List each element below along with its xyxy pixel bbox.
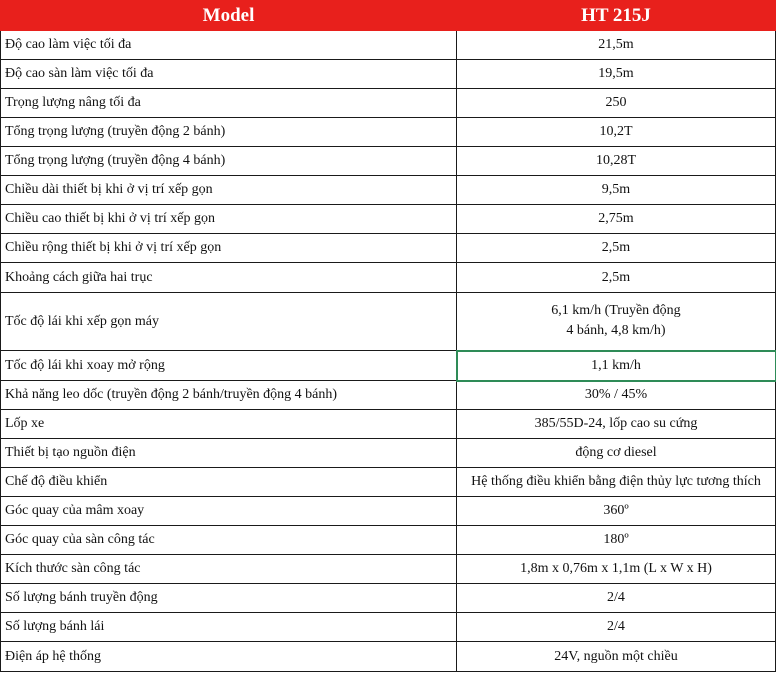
row-label: Tổng trọng lượng (truyền động 2 bánh) (1, 118, 457, 147)
row-value[interactable]: 21,5m (457, 31, 776, 60)
row-value[interactable]: 9,5m (457, 176, 776, 205)
row-label: Chiều rộng thiết bị khi ở vị trí xếp gọn (1, 234, 457, 263)
row-label: Số lượng bánh truyền động (1, 584, 457, 613)
row-label: Trọng lượng nâng tối đa (1, 89, 457, 118)
row-value[interactable]: 180º (457, 526, 776, 555)
table-row (1, 118, 776, 147)
row-label: Kích thước sàn công tác (1, 555, 457, 584)
table-row (1, 89, 776, 118)
table-row (1, 31, 776, 60)
row-value[interactable]: 2,5m (457, 263, 776, 293)
row-value[interactable]: 385/55D-24, lốp cao su cứng (457, 410, 776, 439)
table-row (1, 613, 776, 642)
row-value[interactable]: 19,5m (457, 60, 776, 89)
table-row (1, 526, 776, 555)
row-value[interactable]: 2,5m (457, 234, 776, 263)
table-row (1, 497, 776, 526)
selected-cell[interactable]: 1,1 km/h (457, 351, 776, 381)
row-label: Lốp xe (1, 410, 457, 439)
row-label: Tốc độ lái khi xếp gọn máy (1, 293, 457, 351)
table-row (1, 410, 776, 439)
table-row (1, 555, 776, 584)
row-label: Góc quay của sàn công tác (1, 526, 457, 555)
table-row (1, 351, 776, 381)
row-label: Điện áp hệ thống (1, 642, 457, 672)
table-row (1, 584, 776, 613)
table-row (1, 468, 776, 497)
row-value[interactable] (457, 293, 776, 351)
row-label: Số lượng bánh lái (1, 613, 457, 642)
row-label: Tổng trọng lượng (truyền động 4 bánh) (1, 147, 457, 176)
row-value[interactable]: 1,8m x 0,76m x 1,1m (L x W x H) (457, 555, 776, 584)
row-label: Thiết bị tạo nguồn điện (1, 439, 457, 468)
table-row (1, 176, 776, 205)
row-label: Khoảng cách giữa hai trục (1, 263, 457, 293)
table-row (1, 147, 776, 176)
row-value[interactable]: 30% / 45% (457, 381, 776, 410)
row-label: Khả năng leo dốc (truyền động 2 bánh/truyền động 4 bánh) (1, 381, 457, 410)
row-label: Chiều cao thiết bị khi ở vị trí xếp gọn (1, 205, 457, 234)
row-label: Tốc độ lái khi xoay mở rộng (1, 351, 457, 381)
row-value[interactable]: 10,2T (457, 118, 776, 147)
header-row (1, 1, 776, 31)
row-value[interactable]: 2/4 (457, 584, 776, 613)
row-label: Góc quay của mâm xoay (1, 497, 457, 526)
header-model-label: Model (1, 1, 457, 31)
table-row (1, 439, 776, 468)
row-label: Chiều dài thiết bị khi ở vị trí xếp gọn (1, 176, 457, 205)
row-value-line: 4 bánh, 4,8 km/h) (566, 323, 666, 339)
header-model-name: HT 215J (457, 1, 776, 31)
table-row (1, 642, 776, 672)
row-value[interactable]: 2/4 (457, 613, 776, 642)
table-row (1, 60, 776, 89)
row-value[interactable]: 10,28T (457, 147, 776, 176)
row-value[interactable]: 2,75m (457, 205, 776, 234)
row-label: Độ cao sàn làm việc tối đa (1, 60, 457, 89)
row-value-line: 6,1 km/h (Truyền động (551, 303, 681, 319)
table-row (1, 234, 776, 263)
table-row (1, 381, 776, 410)
row-value[interactable]: 250 (457, 89, 776, 118)
table-row (1, 205, 776, 234)
table-row (1, 293, 776, 351)
row-value[interactable]: động cơ diesel (457, 439, 776, 468)
table-row (1, 263, 776, 293)
row-value[interactable]: 360º (457, 497, 776, 526)
row-label: Độ cao làm việc tối đa (1, 31, 457, 60)
row-value[interactable]: 24V, nguồn một chiều (457, 642, 776, 672)
row-label: Chế độ điều khiển (1, 468, 457, 497)
row-value[interactable]: Hệ thống điều khiển bằng điện thủy lực tương thích (457, 468, 776, 497)
